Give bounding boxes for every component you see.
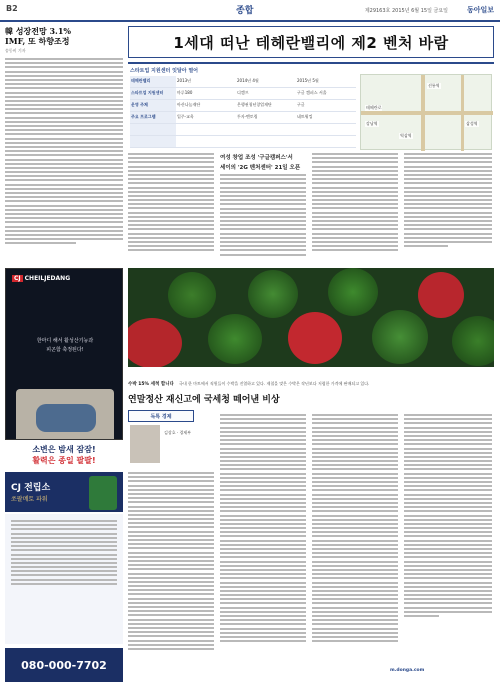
ad-phone-bar <box>5 648 123 682</box>
page-number: B2 <box>6 4 18 13</box>
ad-brand <box>12 275 70 282</box>
infobox-cell: 네트워킹 <box>297 114 313 119</box>
author-name: 김상호 · 경제부 <box>164 430 191 435</box>
infobox-cell <box>296 124 356 135</box>
left-article-title <box>5 26 123 46</box>
article-subhead-2: 세이의 '2G 벤처센터' 21일 오픈 <box>220 165 301 171</box>
article-column <box>128 153 214 261</box>
main-article-body <box>128 153 494 263</box>
infobox-cell: 운영 주체 <box>130 100 176 111</box>
map-road <box>461 75 464 151</box>
left-article-body <box>5 58 123 244</box>
column-tag: 독특 경제 <box>128 410 194 422</box>
watermelon <box>208 314 262 364</box>
infobox-row <box>130 88 356 100</box>
lower-article-title: 연말정산 재신고에 국세청 떼어낸 비상 <box>128 395 280 405</box>
article-column <box>404 153 492 261</box>
masthead <box>0 0 500 22</box>
infobox <box>128 62 494 150</box>
map-road <box>361 111 493 115</box>
left-article-title-line2: IMF, 또 하향조정 <box>5 36 70 46</box>
watermelon-photo <box>128 268 494 367</box>
infobox-cell: 테헤란밸리 <box>130 76 176 87</box>
author-portrait <box>130 425 160 463</box>
left-article <box>5 26 123 263</box>
article-column <box>220 153 306 261</box>
infobox-cell: 구글 캠퍼스 서울 <box>297 90 327 95</box>
watermelon <box>168 272 216 318</box>
article-column <box>312 153 398 261</box>
newspaper-logo: 동아일보 <box>466 6 494 14</box>
ad-brand-name: CHEILJEDANG <box>24 275 71 282</box>
infobox-row <box>130 124 356 136</box>
left-article-title-line1: 韓 성장전망 3.1% <box>5 26 72 36</box>
lower-column <box>404 410 492 619</box>
infobox-row <box>130 112 356 124</box>
location-map <box>360 74 492 150</box>
infobox-row <box>130 100 356 112</box>
infobox-cell: 2015년 5월 <box>297 78 319 83</box>
lower-column <box>312 410 398 644</box>
watermelon-slice <box>418 272 464 318</box>
ad-headline-2: 활력은 종일 팔팔! <box>32 456 96 465</box>
map-label: 테헤란로 <box>366 105 382 110</box>
infobox-cell: 주요 프로그램 <box>130 112 176 123</box>
infobox-cell <box>176 136 236 147</box>
left-article-byline: 송동비 기자 <box>5 48 26 53</box>
map-label: 강남역 <box>366 121 378 126</box>
infobox-cell <box>236 136 296 147</box>
watermelon-slice <box>128 318 182 367</box>
lower-column <box>220 410 306 644</box>
photo-caption <box>128 370 494 386</box>
infobox-cell <box>236 124 296 135</box>
ad-product-name: CJ 전립소 <box>11 483 51 493</box>
map-label: 선릉역 <box>428 83 440 88</box>
infobox-cell <box>130 124 176 135</box>
infobox-cell: 투자·멘토링 <box>237 114 258 119</box>
lower-column <box>128 468 214 652</box>
infobox-cell: 2013년 <box>177 78 192 83</box>
caption-body: 국내 한 마트에서 직원들이 수박을 진열하고 있다. 제철을 맞은 수박은 작년보다 저렴한 가격에 판매되고 있다. <box>179 381 370 386</box>
ad-product-sub: 쏘팔메토 파워 <box>11 496 48 503</box>
infobox-cell: 디캠프 <box>237 90 249 95</box>
infobox-table <box>130 76 356 150</box>
map-label: 역삼역 <box>400 133 412 138</box>
main-headline-box <box>128 26 494 58</box>
ad-tagline-2: 피곤함 축정된다! <box>46 347 84 353</box>
watermelon-slice <box>288 312 342 364</box>
infobox-row <box>130 136 356 148</box>
lower-article <box>128 392 494 688</box>
main-headline: 1세대 떠난 테헤란밸리에 제2 벤처 바람 <box>173 33 449 52</box>
infobox-cell: 은행권청년창업재단 <box>237 102 272 107</box>
watermelon <box>248 270 298 318</box>
watermelon <box>372 310 428 364</box>
infobox-cell <box>296 136 356 147</box>
cj-product-advertisement <box>5 442 123 688</box>
sleeper-illustration <box>36 404 96 432</box>
ad-headline-1: 소변은 밤새 잠잠! <box>32 445 96 454</box>
infobox-cell: 스타트업 지원센터 <box>130 88 176 99</box>
infobox-cell <box>176 124 236 135</box>
ad-tagline-1: 한마디 해서 활성산기능과 <box>36 338 94 344</box>
section-title: 종합 <box>236 6 254 16</box>
infobox-cell: 아산나눔재단 <box>177 102 201 107</box>
product-box-image <box>89 476 117 510</box>
infobox-cell: 마루180 <box>177 90 193 95</box>
issue-info: 제29163호 2015년 6월 15일 금요일 <box>364 8 448 14</box>
cj-logo: CJ <box>14 275 21 282</box>
map-label: 삼성역 <box>466 121 478 126</box>
ad-phone-number: 080-000-7702 <box>21 658 107 672</box>
infobox-cell: 구글 <box>297 102 305 107</box>
mobile-site-link[interactable]: m.donga.com <box>390 668 425 673</box>
infobox-row <box>130 76 356 88</box>
ad-details <box>5 514 123 644</box>
infobox-cell: 입주·교육 <box>177 114 194 119</box>
map-road <box>421 75 425 151</box>
watermelon <box>328 268 378 316</box>
ad-headline-area <box>5 442 123 472</box>
sleep-advertisement <box>5 268 123 440</box>
article-subhead-1: 여성 창업 조성 '구글캠퍼스'서 <box>220 155 293 161</box>
ad-product-banner <box>5 472 123 512</box>
caption-title: 수박 15% 세척 합니다 <box>128 382 174 387</box>
infobox-cell: 2014년 4월 <box>237 78 259 83</box>
infobox-cell <box>130 136 176 147</box>
infobox-title: 스타트업 지원센터 잇달아 열어 <box>130 68 199 74</box>
watermelon <box>452 316 494 366</box>
